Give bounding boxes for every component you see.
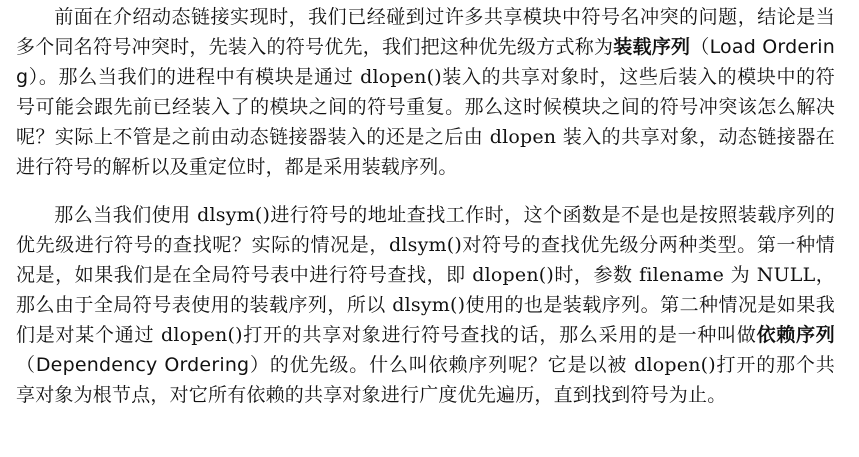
- term-load-ordering-english: （Load Ordering）: [16, 36, 835, 88]
- paragraph-text: 那么当我们使用 dlsym()进行符号的地址查找工作时，这个函数是不是也是按照装载序列的优先级进行符号的查找呢？实际的情况是，dlsym()对符号的查找优先级分两种类型。第一种情况是，如果我们是在全局符号表中进行符号查找，即 dlopen()时，参数 filename 为 NULL，那么由于全局符号表使用的装载序列，所以 dlsym()使用的也是装载序列。第二种情况是如果我们是对某个通过 dlopen()打开的共享对象进行符号查找的话，那么采用的是一种叫做: [16, 204, 835, 346]
- paragraph-load-ordering: [16, 2, 835, 182]
- paragraph-text: 前面在介绍动态链接实现时，我们已经碰到过许多共享模块中符号名冲突的问题，结论是当多个同名符号冲突时，先装入的符号优先，我们把这种优先级方式称为: [16, 6, 835, 58]
- term-dependency-ordering-english: （Dependency Ordering）: [16, 354, 270, 376]
- paragraph-text: 。那么当我们的进程中有模块是通过 dlopen()装入的共享对象时，这些后装入的模块中的符号可能会跟先前已经装入了的模块之间的符号重复。那么这时候模块之间的符号冲突该怎么解决呢？实际上不管是之前由动态链接器装入的还是之后由 dlopen 装入的共享对象，动态链接器在进行符号的解析以及重定位时，都是采用装载序列。: [16, 66, 835, 178]
- paragraph-dependency-ordering: [16, 200, 835, 410]
- term-load-ordering: 装载序列: [613, 36, 691, 58]
- paragraph-text: 的优先级。什么叫依赖序列呢？它是以被 dlopen()打开的那个共享对象为根节点，对它所有依赖的共享对象进行广度优先遍历，直到找到符号为止。: [16, 354, 835, 406]
- term-dependency-ordering: 依赖序列: [756, 324, 835, 346]
